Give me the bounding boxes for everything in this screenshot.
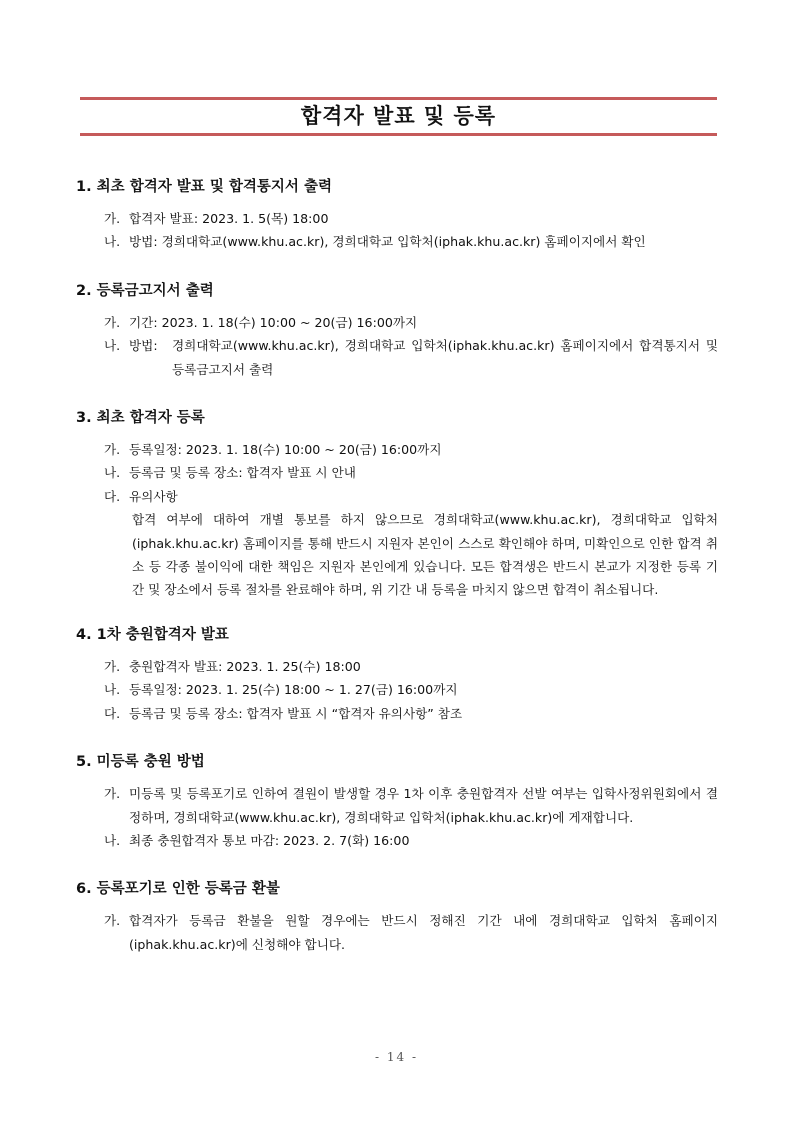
- list-item: [76, 230, 726, 253]
- item-marker: 가.: [104, 442, 121, 458]
- section-6: [76, 878, 726, 956]
- item-marker: 나.: [104, 682, 121, 698]
- item-text: 미등록 및 등록포기로 인하여 결원이 발생할 경우 1차 이후 충원합격자 선발 여부는 입학사정위원회에서 결정하며, 경희대학교(www.khu.ac.kr), 경희대학교 입학처(iphak.khu.ac.kr)에 게재합니다.: [129, 786, 718, 825]
- item-marker: 다.: [104, 705, 121, 721]
- list-item: [76, 334, 726, 381]
- item-marker: 다.: [104, 488, 121, 504]
- section-3: [76, 407, 726, 602]
- list-item: [76, 438, 726, 461]
- item-label: 방법:: [129, 338, 158, 354]
- item-marker: 나.: [104, 338, 121, 354]
- item-text: 합격자 발표: 2023. 1. 5(목) 18:00: [129, 211, 329, 226]
- notice-paragraph: 합격 여부에 대하여 개별 통보를 하지 않으므로 경희대학교(www.khu.ac.kr), 경희대학교 입학처 (iphak.khu.ac.kr) 홈페이지를 통해 반드시 지원자 본인이 스스로 확인해야 하며, 미확인으로 인한 합격 취소 등 각종 불이익에 대한 책임은 지원자 본인에게 있습니다. 모든 합격생은 반드시 본교가 지정한 등록 기간 및 장소에서 등록 절차를 완료해야 하며, 위 기간 내 등록을 마치지 않으면 합격이 취소됩니다.: [132, 512, 718, 598]
- section-heading: 3. 최초 합격자 등록: [76, 410, 205, 427]
- list-item: [76, 655, 726, 678]
- item-marker: 가.: [104, 658, 121, 674]
- item-text: 기간: 2023. 1. 18(수) 10:00 ~ 20(금) 16:00까지: [129, 314, 418, 330]
- list-item: [76, 829, 726, 852]
- item-marker: 가.: [104, 314, 121, 330]
- item-text: 합격자가 등록금 환불을 원할 경우에는 반드시 정해진 기간 내에 경희대학교 입학처 홈페이지(iphak.khu.ac.kr)에 신청해야 합니다.: [129, 913, 718, 952]
- list-item: [76, 678, 726, 701]
- item-marker: 나.: [104, 832, 121, 848]
- item-text: 등록일정: 2023. 1. 18(수) 10:00 ~ 20(금) 16:00까지: [129, 442, 442, 458]
- section-heading: 2. 등록금고지서 출력: [76, 282, 214, 299]
- section-1: [76, 176, 726, 254]
- item-text: 등록일정: 2023. 1. 25(수) 18:00 ~ 1. 27(금) 16:00까지: [129, 682, 458, 698]
- list-item: [76, 702, 726, 725]
- title-rule-bottom: [80, 133, 717, 136]
- section-heading: 4. 1차 충원합격자 발표: [76, 626, 229, 643]
- document-body: [76, 176, 726, 956]
- item-text: 경희대학교(www.khu.ac.kr), 경희대학교 입학처(iphak.khu.ac.kr) 홈페이지에서 합격통지서 및 등록금고지서 출력: [172, 338, 718, 377]
- item-text: 등록금 및 등록 장소: 합격자 발표 시 “합격자 유의사항” 참조: [129, 705, 463, 721]
- page-title: 합격자 발표 및 등록: [300, 104, 497, 128]
- list-item: [76, 485, 726, 508]
- item-text: 최종 충원합격자 통보 마감: 2023. 2. 7(화) 16:00: [129, 832, 410, 848]
- item-marker: 가.: [104, 913, 121, 929]
- item-marker: 나.: [104, 234, 121, 250]
- title-rule-top: [80, 97, 717, 100]
- item-marker: 나.: [104, 465, 121, 481]
- list-item: [76, 782, 726, 829]
- list-item: [76, 207, 726, 230]
- item-text: 방법: 경희대학교(www.khu.ac.kr), 경희대학교 입학처(iphak.khu.ac.kr) 홈페이지에서 확인: [129, 234, 646, 250]
- section-5: [76, 751, 726, 852]
- list-item: [76, 909, 726, 956]
- item-text: 충원합격자 발표: 2023. 1. 25(수) 18:00: [129, 658, 361, 674]
- item-text: 등록금 및 등록 장소: 합격자 발표 시 안내: [129, 465, 356, 481]
- item-marker: 가.: [104, 211, 121, 226]
- item-marker: 가.: [104, 786, 121, 802]
- list-item: [76, 461, 726, 484]
- item-text: 유의사항: [129, 488, 178, 504]
- list-item: [76, 311, 726, 334]
- page-number: - 14 -: [374, 1050, 418, 1064]
- section-heading: 6. 등록포기로 인한 등록금 환불: [76, 881, 280, 898]
- section-4: [76, 624, 726, 725]
- section-heading: 5. 미등록 충원 방법: [76, 754, 205, 771]
- section-2: [76, 280, 726, 381]
- section-heading: 1. 최초 합격자 발표 및 합격통지서 출력: [76, 179, 332, 195]
